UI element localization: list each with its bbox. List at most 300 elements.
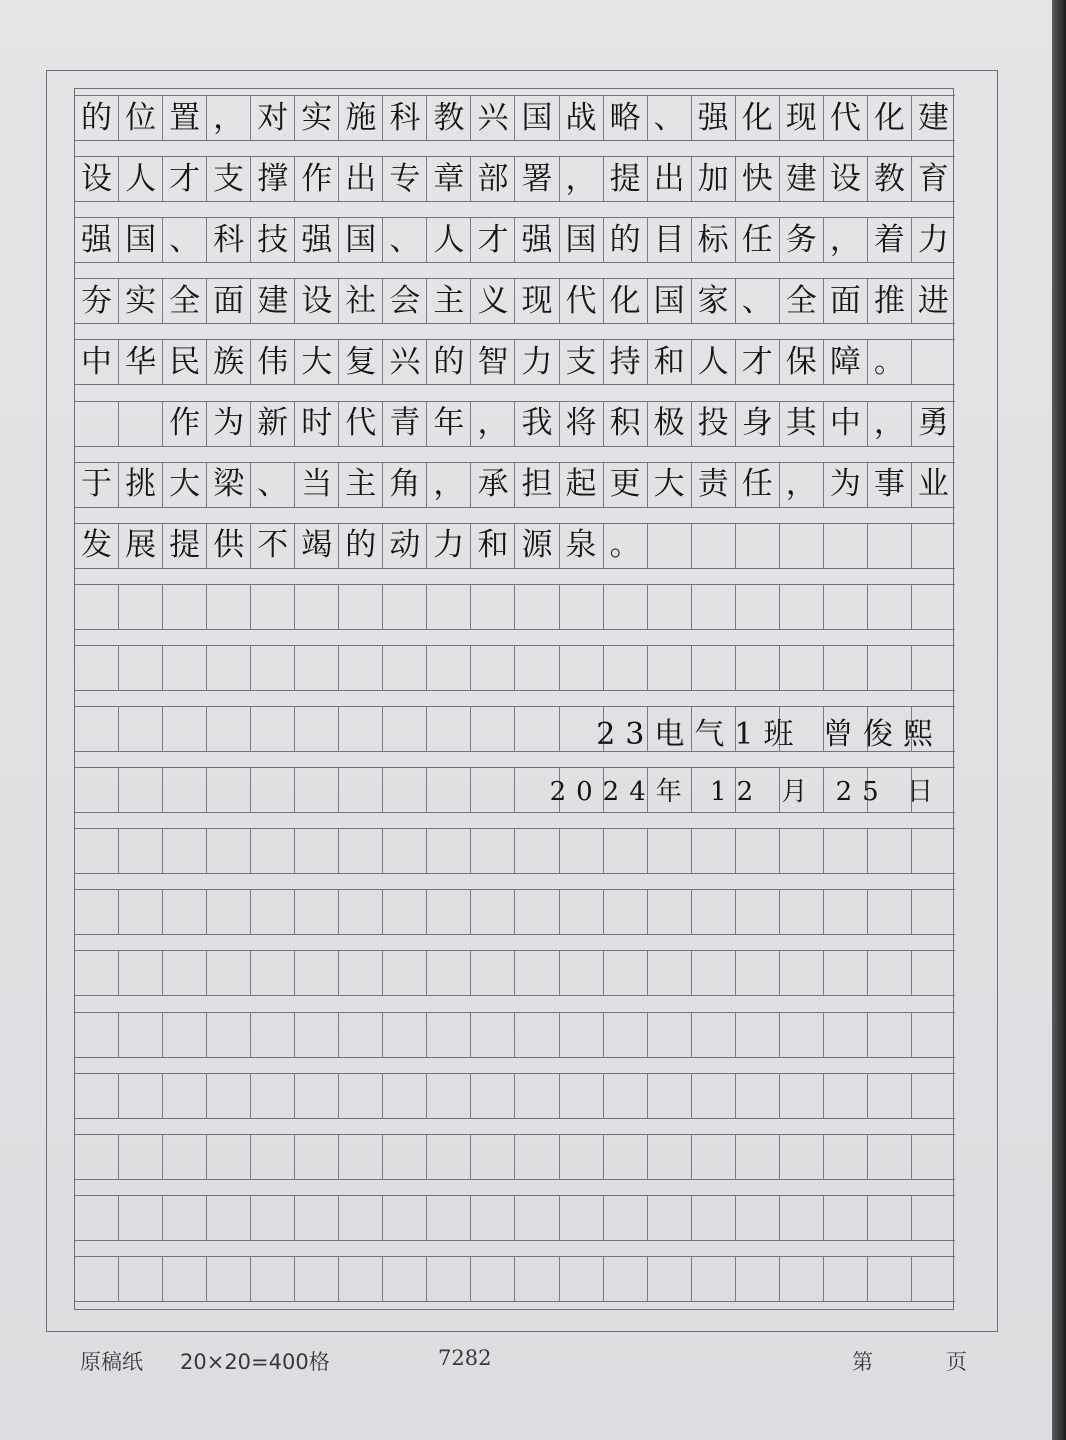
grid-cell xyxy=(471,1257,515,1301)
grid-cell xyxy=(471,890,515,934)
grid-cell xyxy=(648,1013,692,1057)
grid-cell xyxy=(295,646,339,690)
grid-cell xyxy=(780,1196,824,1240)
grid-cell xyxy=(912,890,955,934)
grid-cell xyxy=(427,585,471,629)
grid-cell xyxy=(119,1257,163,1301)
grid-cell: 才 xyxy=(163,157,207,201)
grid-cell xyxy=(427,1196,471,1240)
grid-cell xyxy=(383,768,427,812)
grid-cell xyxy=(692,1196,736,1240)
grid-cell: 代 xyxy=(560,279,604,323)
grid-cell xyxy=(824,585,868,629)
grid-cell: 我 xyxy=(515,402,559,446)
grid-cell xyxy=(75,585,119,629)
grid-cell: 事 xyxy=(868,463,912,507)
grid-cell xyxy=(471,646,515,690)
signature-date: 2024年 12 月 25 日 xyxy=(549,777,943,807)
grid-cell: 强 xyxy=(295,218,339,262)
grid-cell: 责 xyxy=(692,463,736,507)
grid-cell xyxy=(736,890,780,934)
grid-cell xyxy=(251,1196,295,1240)
grid-cell: ， xyxy=(471,402,515,446)
grid-cell xyxy=(515,707,559,751)
grid-cell xyxy=(207,768,251,812)
grid-cell: 力 xyxy=(917,221,949,258)
grid-cell: 当 xyxy=(295,463,339,507)
grid-cell: 会 xyxy=(383,279,427,323)
grid-cell xyxy=(383,1135,427,1179)
grid-cell xyxy=(119,585,163,629)
grid-cell xyxy=(295,1257,339,1301)
grid-cell xyxy=(383,1257,427,1301)
grid-cell xyxy=(780,1074,824,1118)
grid-cell xyxy=(780,829,824,873)
grid-row xyxy=(75,462,955,508)
grid-cell xyxy=(560,890,604,934)
grid-cell xyxy=(560,646,604,690)
grid-row xyxy=(75,156,955,202)
grid-cell xyxy=(692,1135,736,1179)
grid-cell: 为 xyxy=(207,402,251,446)
grid-cell xyxy=(427,951,471,995)
grid-cell: 保 xyxy=(780,340,824,384)
grid-cell: 强 xyxy=(75,218,119,262)
grid-cell: 主 xyxy=(427,279,471,323)
grid-cell xyxy=(251,890,295,934)
grid-cell xyxy=(75,402,119,446)
grid-cell xyxy=(427,1257,471,1301)
grid-cell: 章 xyxy=(427,157,471,201)
grid-cell xyxy=(163,1196,207,1240)
grid-cell xyxy=(251,646,295,690)
grid-cell: 科 xyxy=(207,218,251,262)
grid-cell xyxy=(75,768,119,812)
grid-cell xyxy=(339,951,383,995)
grid-cell xyxy=(560,829,604,873)
grid-cell xyxy=(383,890,427,934)
grid-cell: 标 xyxy=(692,218,736,262)
grid-cell xyxy=(163,1135,207,1179)
grid-cell: 的 xyxy=(75,96,119,140)
grid-cell: 夯 xyxy=(75,279,119,323)
grid-row xyxy=(75,889,955,935)
grid-row xyxy=(75,217,955,263)
grid-cell: 大 xyxy=(648,463,692,507)
grid-cell xyxy=(604,951,648,995)
grid-cell: 全 xyxy=(780,279,824,323)
grid-cell xyxy=(251,1013,295,1057)
grid-cell xyxy=(560,1013,604,1057)
grid-cell: 泉 xyxy=(560,524,604,568)
grid-cell: 挑 xyxy=(119,463,163,507)
grid-cell xyxy=(912,1257,955,1301)
footer-grid-format: 20×20=400格 xyxy=(180,1350,330,1374)
grid-cell xyxy=(868,585,912,629)
grid-cell: 智 xyxy=(471,340,515,384)
grid-cell xyxy=(207,1135,251,1179)
grid-cell: 和 xyxy=(471,524,515,568)
grid-cell: 对 xyxy=(251,96,295,140)
grid-row xyxy=(75,950,955,996)
grid-cell xyxy=(119,402,163,446)
grid-row xyxy=(75,1012,955,1058)
grid-cell xyxy=(736,646,780,690)
grid-cell xyxy=(648,1135,692,1179)
grid-cell xyxy=(295,1074,339,1118)
grid-cell xyxy=(604,1257,648,1301)
grid-cell xyxy=(75,890,119,934)
grid-cell xyxy=(604,1074,648,1118)
grid-cell: 社 xyxy=(339,279,383,323)
grid-cell: 业 xyxy=(917,466,949,503)
grid-cell xyxy=(119,646,163,690)
grid-cell xyxy=(75,1135,119,1179)
grid-cell xyxy=(692,1257,736,1301)
grid-cell xyxy=(868,890,912,934)
grid-cell: 持 xyxy=(604,340,648,384)
grid-cell xyxy=(780,585,824,629)
grid-cell xyxy=(692,646,736,690)
grid-cell: 署 xyxy=(515,157,559,201)
grid-cell xyxy=(824,951,868,995)
grid-cell xyxy=(119,768,163,812)
grid-row xyxy=(75,401,955,447)
grid-cell xyxy=(207,585,251,629)
grid-cell xyxy=(780,646,824,690)
grid-cell xyxy=(251,707,295,751)
grid-cell xyxy=(604,646,648,690)
grid-cell xyxy=(295,829,339,873)
grid-cell xyxy=(824,1074,868,1118)
grid-cell xyxy=(692,585,736,629)
grid-cell xyxy=(912,1074,955,1118)
grid-cell xyxy=(471,585,515,629)
grid-cell: 化 xyxy=(736,96,780,140)
grid-cell xyxy=(339,1135,383,1179)
grid-cell xyxy=(692,1013,736,1057)
grid-cell xyxy=(119,829,163,873)
grid-cell xyxy=(648,951,692,995)
grid-cell xyxy=(736,829,780,873)
grid-cell xyxy=(648,585,692,629)
grid-cell: 快 xyxy=(736,157,780,201)
grid-cell xyxy=(868,829,912,873)
grid-cell xyxy=(471,1013,515,1057)
grid-cell: ， xyxy=(824,218,868,262)
grid-cell xyxy=(383,829,427,873)
grid-cell xyxy=(648,1257,692,1301)
grid-cell: 撑 xyxy=(251,157,295,201)
grid-cell xyxy=(427,1135,471,1179)
grid-cell: 力 xyxy=(515,340,559,384)
grid-cell xyxy=(560,585,604,629)
grid-cell: 身 xyxy=(736,402,780,446)
grid-cell xyxy=(780,1257,824,1301)
grid-cell: 华 xyxy=(119,340,163,384)
grid-cell: 伟 xyxy=(251,340,295,384)
grid-cell xyxy=(471,1196,515,1240)
grid-cell: 不 xyxy=(251,524,295,568)
grid-cell xyxy=(383,646,427,690)
grid-cell xyxy=(648,890,692,934)
grid-cell xyxy=(163,890,207,934)
grid-row xyxy=(75,584,955,630)
grid-cell: 推 xyxy=(868,279,912,323)
grid-cell: 的 xyxy=(427,340,471,384)
grid-cell xyxy=(119,890,163,934)
grid-cell xyxy=(251,1074,295,1118)
grid-cell xyxy=(207,1074,251,1118)
grid-row xyxy=(75,1134,955,1180)
grid-cell xyxy=(780,524,824,568)
grid-cell xyxy=(295,890,339,934)
grid-row xyxy=(75,645,955,691)
grid-row xyxy=(75,95,955,141)
grid-cell: 障 xyxy=(824,340,868,384)
grid-cell xyxy=(736,1013,780,1057)
grid-row xyxy=(75,278,955,324)
grid-cell: 。 xyxy=(604,524,648,568)
grid-cell xyxy=(912,1196,955,1240)
grid-cell xyxy=(119,951,163,995)
manuscript-grid xyxy=(74,88,954,1310)
grid-cell: 代 xyxy=(339,402,383,446)
footer-page-suffix: 页 xyxy=(946,1350,967,1374)
grid-cell xyxy=(75,1013,119,1057)
grid-cell: 现 xyxy=(515,279,559,323)
grid-cell: 部 xyxy=(471,157,515,201)
grid-cell xyxy=(912,1013,955,1057)
footer-page-prefix: 第 xyxy=(852,1350,873,1374)
grid-cell: 新 xyxy=(251,402,295,446)
grid-cell xyxy=(383,1013,427,1057)
grid-cell xyxy=(515,1135,559,1179)
grid-cell: 设 xyxy=(75,157,119,201)
grid-cell xyxy=(824,524,868,568)
grid-cell xyxy=(560,951,604,995)
grid-cell xyxy=(912,646,955,690)
grid-cell xyxy=(912,951,955,995)
grid-cell: 族 xyxy=(207,340,251,384)
grid-cell: 才 xyxy=(736,340,780,384)
grid-cell: 大 xyxy=(295,340,339,384)
grid-cell: 主 xyxy=(339,463,383,507)
grid-cell xyxy=(163,1013,207,1057)
grid-cell: 提 xyxy=(604,157,648,201)
grid-cell xyxy=(251,1257,295,1301)
grid-cell xyxy=(824,1135,868,1179)
grid-cell: 发 xyxy=(75,524,119,568)
grid-cell: 供 xyxy=(207,524,251,568)
grid-cell xyxy=(648,1196,692,1240)
grid-cell xyxy=(515,646,559,690)
background-edge xyxy=(1052,0,1066,1440)
grid-cell xyxy=(736,1196,780,1240)
grid-cell: 的 xyxy=(604,218,648,262)
grid-cell: 中 xyxy=(75,340,119,384)
grid-cell: 积 xyxy=(604,402,648,446)
grid-cell: 进 xyxy=(917,282,949,319)
grid-cell: 中 xyxy=(824,402,868,446)
grid-cell: 年 xyxy=(427,402,471,446)
grid-cell xyxy=(824,1013,868,1057)
grid-cell: 强 xyxy=(692,96,736,140)
grid-cell xyxy=(515,1196,559,1240)
grid-cell xyxy=(383,1196,427,1240)
footer-paper-label: 原稿纸 xyxy=(80,1350,143,1374)
grid-cell: 技 xyxy=(251,218,295,262)
grid-cell: 教 xyxy=(868,157,912,201)
grid-cell xyxy=(339,768,383,812)
grid-cell: 展 xyxy=(119,524,163,568)
grid-cell: 人 xyxy=(427,218,471,262)
grid-cell: 任 xyxy=(736,218,780,262)
grid-cell xyxy=(515,585,559,629)
page-footer xyxy=(0,1342,1052,1378)
grid-cell xyxy=(251,585,295,629)
grid-cell: 青 xyxy=(383,402,427,446)
grid-cell xyxy=(75,646,119,690)
grid-cell: 提 xyxy=(163,524,207,568)
grid-cell: 化 xyxy=(604,279,648,323)
grid-cell xyxy=(780,1135,824,1179)
grid-cell: 角 xyxy=(383,463,427,507)
grid-cell xyxy=(604,829,648,873)
grid-cell: 出 xyxy=(648,157,692,201)
grid-cell: 梁 xyxy=(207,463,251,507)
grid-cell: 科 xyxy=(383,96,427,140)
grid-cell xyxy=(515,951,559,995)
grid-cell xyxy=(868,951,912,995)
grid-cell xyxy=(75,829,119,873)
grid-cell: 略 xyxy=(604,96,648,140)
grid-cell: 位 xyxy=(119,96,163,140)
grid-cell xyxy=(163,1074,207,1118)
grid-cell xyxy=(736,951,780,995)
grid-cell xyxy=(339,707,383,751)
grid-cell xyxy=(471,951,515,995)
grid-cell xyxy=(75,1257,119,1301)
grid-cell: 教 xyxy=(427,96,471,140)
grid-cell xyxy=(427,707,471,751)
grid-cell: 国 xyxy=(560,218,604,262)
grid-cell xyxy=(604,1196,648,1240)
grid-cell xyxy=(163,951,207,995)
grid-cell: 义 xyxy=(471,279,515,323)
grid-cell xyxy=(912,585,955,629)
grid-cell xyxy=(163,646,207,690)
grid-cell xyxy=(471,829,515,873)
grid-row xyxy=(75,1195,955,1241)
grid-cell: 复 xyxy=(339,340,383,384)
grid-cell: 民 xyxy=(163,340,207,384)
grid-cell: 将 xyxy=(560,402,604,446)
grid-cell: 大 xyxy=(163,463,207,507)
grid-cell xyxy=(692,1074,736,1118)
grid-cell xyxy=(692,951,736,995)
grid-cell: 和 xyxy=(648,340,692,384)
grid-cell: 起 xyxy=(560,463,604,507)
grid-cell: 实 xyxy=(119,279,163,323)
grid-cell: 、 xyxy=(163,218,207,262)
grid-cell: 建 xyxy=(251,279,295,323)
grid-cell xyxy=(868,524,912,568)
grid-cell: 设 xyxy=(295,279,339,323)
grid-cell xyxy=(736,524,780,568)
grid-cell: 承 xyxy=(471,463,515,507)
grid-cell xyxy=(824,890,868,934)
grid-row xyxy=(75,1073,955,1119)
grid-cell: 支 xyxy=(560,340,604,384)
grid-cell xyxy=(824,829,868,873)
grid-cell: 出 xyxy=(339,157,383,201)
grid-cell xyxy=(780,890,824,934)
grid-cell xyxy=(427,1013,471,1057)
grid-cell: 源 xyxy=(515,524,559,568)
grid-cell xyxy=(339,646,383,690)
grid-cell: 实 xyxy=(295,96,339,140)
grid-cell xyxy=(515,829,559,873)
grid-cell xyxy=(339,890,383,934)
grid-cell: 力 xyxy=(427,524,471,568)
grid-cell xyxy=(912,524,955,568)
grid-cell xyxy=(427,1074,471,1118)
grid-cell xyxy=(560,1196,604,1240)
grid-cell: 家 xyxy=(692,279,736,323)
grid-cell: 为 xyxy=(824,463,868,507)
grid-cell: 、 xyxy=(383,218,427,262)
grid-cell xyxy=(295,1196,339,1240)
grid-cell: 更 xyxy=(604,463,648,507)
grid-cell xyxy=(471,1135,515,1179)
grid-cell xyxy=(912,340,955,384)
grid-cell xyxy=(604,890,648,934)
grid-cell: 现 xyxy=(780,96,824,140)
grid-cell: 战 xyxy=(560,96,604,140)
grid-cell: 建 xyxy=(780,157,824,201)
grid-cell xyxy=(648,829,692,873)
grid-cell: 国 xyxy=(119,218,163,262)
grid-cell xyxy=(471,707,515,751)
grid-cell xyxy=(295,951,339,995)
grid-cell: 于 xyxy=(75,463,119,507)
grid-cell: 任 xyxy=(736,463,780,507)
grid-cell: 设 xyxy=(824,157,868,201)
grid-cell xyxy=(339,1013,383,1057)
grid-cell xyxy=(119,1074,163,1118)
grid-cell: 置 xyxy=(163,96,207,140)
grid-cell xyxy=(295,707,339,751)
grid-cell xyxy=(868,646,912,690)
grid-cell xyxy=(339,1196,383,1240)
grid-cell xyxy=(648,646,692,690)
grid-cell: 动 xyxy=(383,524,427,568)
grid-cell xyxy=(912,829,955,873)
grid-cell xyxy=(780,951,824,995)
grid-cell xyxy=(427,646,471,690)
grid-cell: 着 xyxy=(868,218,912,262)
grid-cell xyxy=(604,1013,648,1057)
grid-cell: ， xyxy=(780,463,824,507)
grid-cell xyxy=(736,1074,780,1118)
grid-cell xyxy=(75,1074,119,1118)
grid-cell xyxy=(383,707,427,751)
grid-row xyxy=(75,523,955,569)
grid-cell xyxy=(75,951,119,995)
grid-cell xyxy=(339,1257,383,1301)
grid-cell xyxy=(339,829,383,873)
